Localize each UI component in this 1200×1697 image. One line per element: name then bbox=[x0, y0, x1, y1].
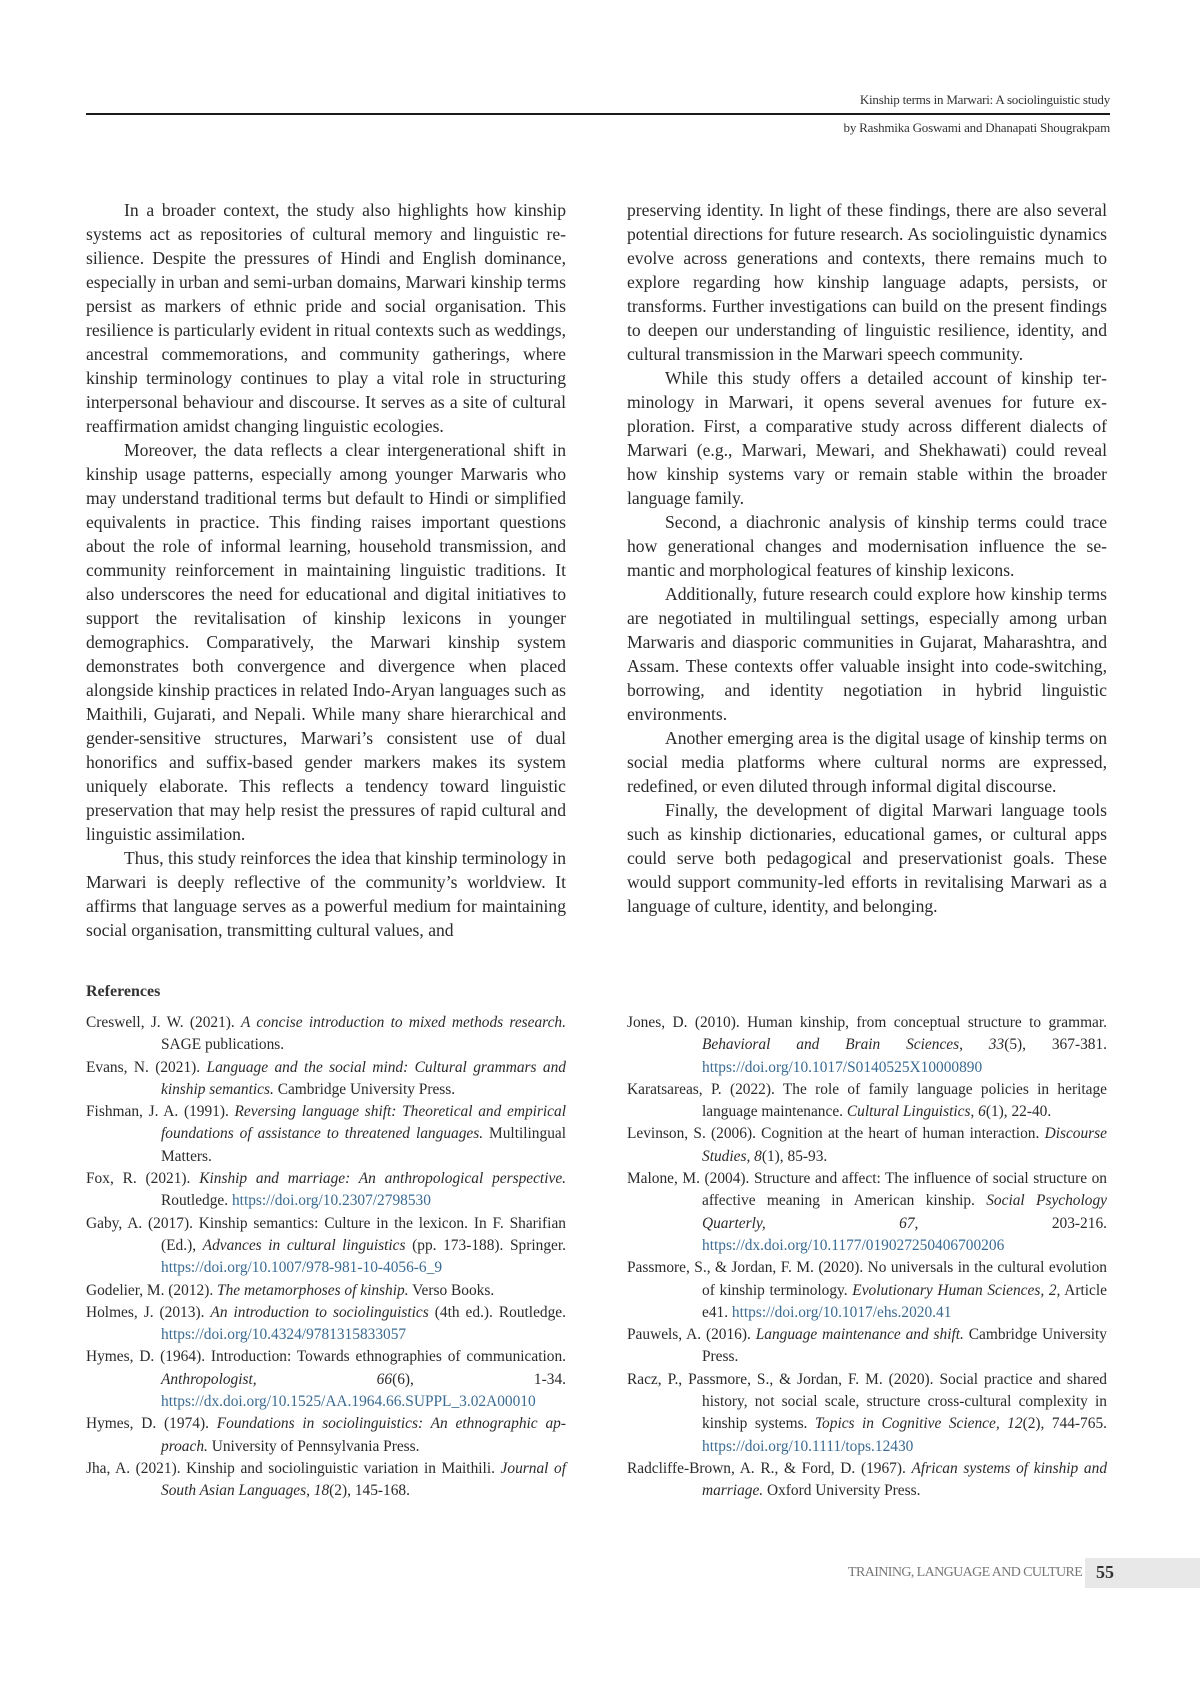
reference-title: Language and the social mind: Cultural grammars and kinship semantics. bbox=[161, 1058, 566, 1098]
reference-title: Cultural Linguistics, 6 bbox=[846, 1103, 986, 1121]
reference-text: Racz, P., Passmore, S., & Jordan, F. M. (2020). Social practice and shared history, not social scale, structure cross-cultural complexity in kinship systems. bbox=[627, 1370, 1107, 1433]
reference-text: Hymes, D. (1974). bbox=[86, 1415, 217, 1433]
reference-publisher: (5), 367-381. bbox=[1004, 1036, 1108, 1054]
reference-title: Anthropologist, 66 bbox=[161, 1370, 393, 1388]
reference-title: African systems of kinship and marriage. bbox=[702, 1459, 1108, 1500]
reference-title: Topics in Cognitive Science, 12 bbox=[814, 1415, 1023, 1433]
reference-text: Malone, M. (2004). Structure and affect: The influence of social structure on affective meaning in American kinship. bbox=[627, 1170, 1107, 1210]
reference-publisher: University of Pennsylvania Press. bbox=[207, 1437, 420, 1455]
reference-publisher: (1), 85-93. bbox=[761, 1147, 828, 1165]
reference-title: Foundations in sociolinguistics: An ethnographic approach. bbox=[161, 1415, 566, 1455]
paragraph: Finally, the development of digital Marwari language tools such as kinship dictionaries, educational games, or cultural apps could serve both pedagogical and preservationist goals. These would support community-led efforts in revitalising Marwari as a language of culture, identity, and belonging. bbox=[627, 800, 1107, 916]
reference-publisher: Routledge. bbox=[161, 1192, 232, 1210]
reference-publisher: (2), 145-168. bbox=[329, 1482, 410, 1500]
reference-publisher: Cambridge University Press. bbox=[702, 1326, 1107, 1366]
reference-entry bbox=[627, 1257, 1107, 1324]
reference-entry bbox=[86, 1057, 566, 1102]
reference-text: Fishman, J. A. (1991). bbox=[86, 1103, 235, 1121]
reference-publisher: 203-216. bbox=[918, 1214, 1107, 1232]
doi-link[interactable]: https://dx.doi.org/10.1525/AA.1964.66.SUPPL_3.02A00010 bbox=[161, 1393, 536, 1411]
reference-publisher: (pp. 173-188). Springer. bbox=[405, 1236, 567, 1254]
reference-text: Pauwels, A. (2016). bbox=[627, 1326, 756, 1344]
doi-link[interactable]: https://doi.org/10.1017/ehs.2020.41 bbox=[731, 1303, 952, 1321]
reference-entry bbox=[86, 1213, 566, 1280]
reference-text: Holmes, J. (2013). bbox=[86, 1303, 211, 1321]
reference-title: Kinship and marriage: An anthropological perspective. bbox=[199, 1170, 566, 1188]
reference-publisher: (2), 744-765. bbox=[1022, 1415, 1107, 1433]
reference-entry bbox=[86, 1012, 566, 1057]
reference-entry bbox=[86, 1458, 566, 1503]
header-rule bbox=[86, 113, 1110, 115]
reference-title: Reversing language shift: Theoretical and empirical foundations of assistance to threatened languages. bbox=[161, 1103, 566, 1143]
reference-title: Evolutionary Human Sciences, 2, bbox=[852, 1281, 1061, 1299]
reference-title: Language maintenance and shift. bbox=[755, 1326, 964, 1344]
paragraph: Thus, this study reinforces the idea that kinship terminology in Marwari is deeply reflective of the community’s worldview. It affirms that language serves as a powerful medium for maintaining social organisation, transmitting cultural values, and bbox=[86, 848, 566, 940]
paragraph: In a broader context, the study also highlights how kinship systems act as repositories of cultural memory and linguistic resilience. Despite the pressures of Hindi and English dominance, especially in urban and semi-urban domains, Marwari kinship terms persist as markers of ethnic pride and social organisation. This resilience is particularly evident in ritual contexts such as weddings, ancestral commemorations, and community gatherings, where kinship terminology continues to play a vital role in structuring interpersonal behaviour and discourse. It serves as a site of cultural reaffirmation amidst changing linguistic ecologies. bbox=[86, 200, 566, 436]
paragraph: While this study offers a detailed account of kinship terminology in Marwari, it opens several avenues for future exploration. First, a comparative study across different dialects of Marwari (e.g., Marwari, Mewari, and Shekhawati) could reveal how kinship systems vary or remain stable within the broader language family. bbox=[627, 368, 1107, 508]
reference-title: An introduction to sociolinguistics bbox=[210, 1303, 429, 1321]
reference-text: Hymes, D. (1964). Introduction: Towards ethnographies of communication. bbox=[86, 1348, 566, 1366]
journal-name: TRAINING, LANGUAGE AND CULTURE bbox=[848, 1565, 1083, 1580]
doi-link[interactable]: https://doi.org/10.4324/9781315833057 bbox=[161, 1326, 407, 1344]
reference-text: Godelier, M. (2012). bbox=[86, 1281, 218, 1299]
references-heading: References bbox=[86, 983, 161, 1000]
reference-text: Fox, R. (2021). bbox=[86, 1170, 200, 1188]
body-column-left bbox=[86, 198, 566, 942]
reference-text: Jones, D. (2010). Human kinship, from conceptual structure to grammar. bbox=[627, 1014, 1107, 1031]
reference-entry bbox=[627, 1369, 1107, 1458]
running-head-authors: by Rashmika Goswami and Dhanapati Shougrakpam bbox=[843, 120, 1110, 135]
reference-text: Radcliffe-Brown, A. R., & Ford, D. (1967). bbox=[627, 1459, 912, 1477]
reference-publisher: SAGE publications. bbox=[161, 1036, 285, 1054]
doi-link[interactable]: https://dx.doi.org/10.1177/019027250406700206 bbox=[702, 1236, 1005, 1254]
reference-entry bbox=[627, 1123, 1107, 1168]
reference-title: Advances in cultural linguistics bbox=[202, 1236, 406, 1254]
reference-publisher: (4th ed.). Routledge. bbox=[428, 1303, 566, 1321]
reference-entry bbox=[86, 1101, 566, 1168]
reference-publisher: (1), 22-40. bbox=[985, 1103, 1052, 1121]
doi-link[interactable]: https://doi.org/10.1111/tops.12430 bbox=[702, 1437, 914, 1455]
reference-publisher: Article e41. bbox=[702, 1281, 1107, 1321]
references-column-left bbox=[86, 1012, 566, 1503]
reference-title: The metamorphoses of kinship. bbox=[217, 1281, 409, 1299]
reference-entry bbox=[86, 1413, 566, 1458]
reference-publisher: Multilingual Matters. bbox=[161, 1125, 566, 1165]
reference-publisher: Oxford University Press. bbox=[763, 1482, 921, 1500]
paragraph: Moreover, the data reflects a clear intergenerational shift in kinship usage patterns, especially among younger Marwaris who may understand traditional terms but default to Hindi or simplified equivalents in practice. This finding raises important questions about the role of informal learning, household transmission, and community reinforcement in maintaining linguistic traditions. It also underscores the need for educational and digital initiatives to support the revitalisation of kinship lexicons in younger demographics. Comparatively, the Marwari kinship system demonstrates both convergence and divergence when placed alongside kinship practices in related Indo-Aryan languages such as Maithili, Gujarati, and Nepali. While many share hierarchical and gender-sensitive structures, Marwari’s consistent use of dual honorifics and suffix-based gender markers makes its system uniquely elaborate. This reflects a tendency toward linguistic preservation that may help resist the pressures of rapid cultural and linguistic assimilation. bbox=[86, 440, 566, 844]
reference-text: Evans, N. (2021). bbox=[86, 1058, 207, 1076]
reference-publisher: Verso Books. bbox=[408, 1281, 495, 1299]
body-column-right bbox=[627, 198, 1107, 918]
reference-title: Behavioral and Brain Sciences, 33 bbox=[702, 1036, 1005, 1054]
paragraph: Another emerging area is the digital usage of kinship terms on social media platforms where cultural norms are expressed, redefined, or even diluted through informal digital discourse. bbox=[627, 728, 1107, 796]
reference-text: Creswell, J. W. (2021). bbox=[86, 1014, 242, 1031]
reference-entry bbox=[627, 1324, 1107, 1369]
reference-text: Karatsareas, P. (2022). The role of family language policies in heritage language maintenance. bbox=[627, 1080, 1107, 1121]
reference-entry bbox=[627, 1079, 1107, 1124]
paragraph: Additionally, future research could explore how kinship terms are negotiated in multilingual settings, especially among urban Marwaris and diasporic communities in Gujarat, Maharashtra, and Assam. These contexts offer valuable insight into code-switching, borrowing, and identity negotiation in hybrid linguistic environments. bbox=[627, 584, 1107, 724]
reference-publisher: (6), 1-34. bbox=[392, 1370, 566, 1388]
doi-link[interactable]: https://doi.org/10.1017/S0140525X10000890 bbox=[702, 1058, 983, 1076]
reference-title: A concise introduction to mixed methods research. bbox=[241, 1014, 566, 1031]
reference-entry bbox=[86, 1280, 566, 1302]
running-head-title: Kinship terms in Marwari: A sociolinguistic study bbox=[859, 92, 1110, 107]
reference-entry bbox=[86, 1168, 566, 1213]
paragraph: Second, a diachronic analysis of kinship terms could trace how generational changes and modernisation influence the semantic and morphological features of kinship lexicons. bbox=[627, 512, 1107, 580]
references-column-right bbox=[627, 1012, 1107, 1503]
reference-publisher: Cambridge University Press. bbox=[273, 1080, 456, 1098]
doi-link[interactable]: https://doi.org/10.2307/2798530 bbox=[231, 1192, 431, 1210]
doi-link[interactable]: https://doi.org/10.1007/978-981-10-4056-6_9 bbox=[161, 1259, 443, 1277]
reference-entry bbox=[627, 1458, 1107, 1503]
reference-text: Levinson, S. (2006). Cognition at the heart of human interaction. bbox=[627, 1125, 1045, 1143]
paragraph: preserving identity. In light of these findings, there are also several potential directions for future research. As sociolinguistic dynamics evolve across generations and contexts, there remains much to explore regarding how kinship language adapts, persists, or transforms. Further investigations can build on the present findings to deepen our understanding of linguistic resilience, identity, and cultural transmission in the Marwari speech community. bbox=[627, 200, 1107, 364]
reference-entry bbox=[86, 1346, 566, 1413]
reference-text: Passmore, S., & Jordan, F. M. (2020). No universals in the cultural evolution of kinship terminology. bbox=[627, 1259, 1107, 1299]
reference-text: Jha, A. (2021). Kinship and sociolinguistic variation in Maithili. bbox=[86, 1459, 501, 1477]
page-number: 55 bbox=[1096, 1562, 1114, 1582]
reference-title: Social Psychology Quarterly, 67, bbox=[702, 1192, 1107, 1232]
reference-text: Gaby, A. (2017). Kinship semantics: Culture in the lexicon. In F. Sharifian (Ed.), bbox=[86, 1214, 566, 1254]
reference-entry bbox=[627, 1012, 1107, 1079]
reference-title: Journal of South Asian Languages, 18 bbox=[161, 1459, 566, 1500]
reference-title: Discourse Studies, 8 bbox=[702, 1125, 1107, 1165]
reference-entry bbox=[627, 1168, 1107, 1257]
reference-entry bbox=[86, 1302, 566, 1347]
